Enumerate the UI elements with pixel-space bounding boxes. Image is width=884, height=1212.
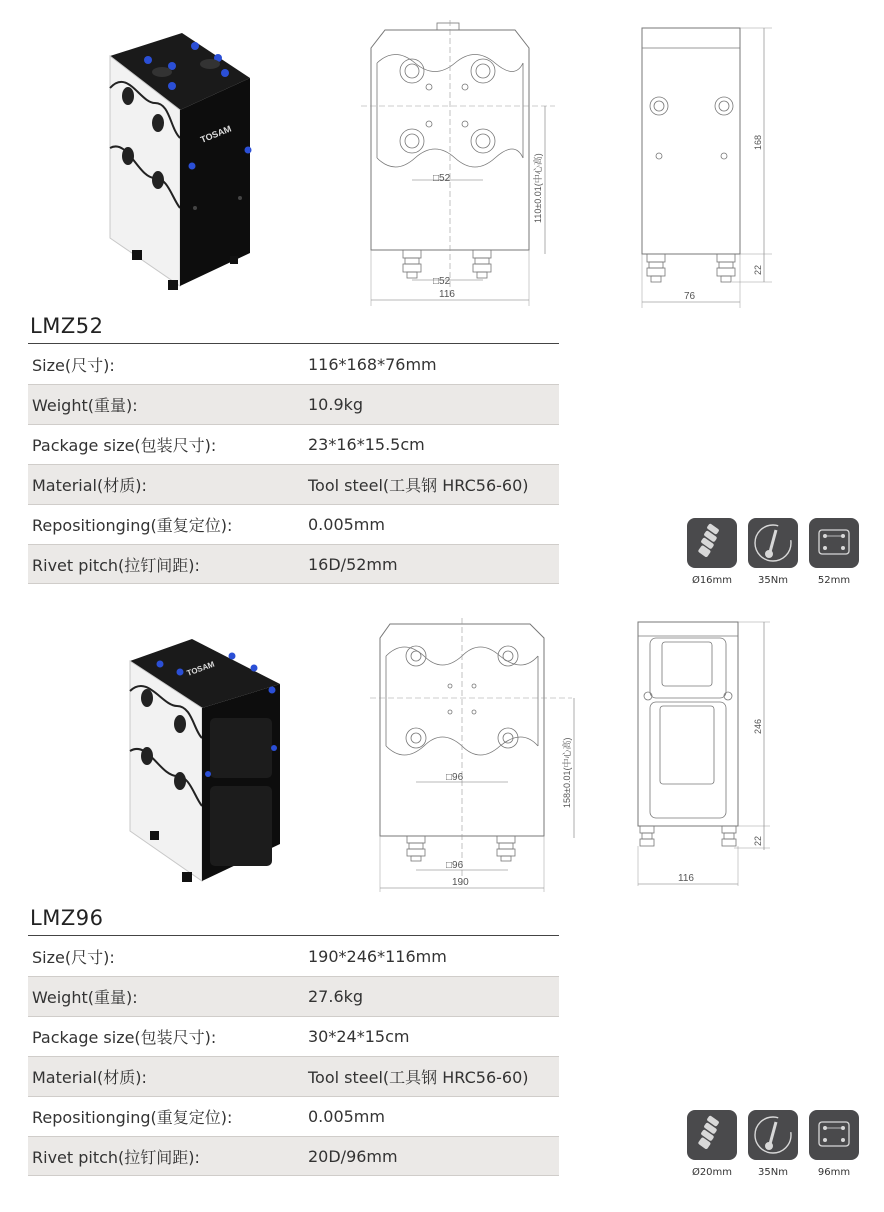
spec-value: 27.6kg [308,987,364,1006]
spec-value: 190*246*116mm [308,946,447,966]
feature-icons-lmz52 [687,518,859,586]
spec-row-material [28,1056,559,1096]
spec-table-lmz96 [28,936,559,1176]
rivet-stud-icon [687,518,737,568]
spec-row-repositioning [28,1096,559,1136]
spec-row-repositioning [28,504,559,544]
dim-stud-height: 22 [753,264,763,275]
spec-row-package [28,424,559,464]
dim-height: 246 [753,718,763,734]
side-drawing-lmz96 [630,616,780,888]
brand-logo: TOSAM [199,123,233,145]
dim-depth: 116 [678,873,694,884]
spec-label: Material(材质): [32,1068,147,1087]
rivet-stud-icon [687,1110,737,1160]
dim-pitch-upper: □52 [433,173,451,184]
spec-row-weight [28,976,559,1016]
spec-value: 20D/96mm [308,1146,398,1166]
model-title-lmz96: LMZ96 [30,906,104,930]
spec-label: Size(尺寸): [32,355,115,375]
spec-label: Repositionging(重复定位): [32,1108,233,1127]
side-drawing-lmz52 [632,20,782,312]
dim-height: 168 [753,134,763,150]
spec-value: 0.005mm [308,515,385,534]
spec-value: 30*24*15cm [308,1027,410,1046]
icon-caption: 35Nm [758,1167,788,1178]
pitch-plate-icon [809,1110,859,1160]
spec-value: 16D/52mm [308,554,398,574]
spec-label: Weight(重量): [32,988,138,1007]
spec-value: 23*16*15.5cm [308,435,425,454]
dim-width: 190 [452,877,469,888]
front-drawing-lmz52 [355,18,565,308]
icon-caption: 52mm [817,575,851,586]
spec-row-weight [28,384,559,424]
spec-table-lmz52 [28,344,559,584]
spec-value: 10.9kg [308,395,364,414]
feature-icons-lmz96 [687,1110,859,1178]
spec-label: Rivet pitch(拉钉间距): [32,555,200,575]
dim-pitch-lower: □52 [433,276,451,287]
spec-row-material [28,464,559,504]
spec-row-size [28,344,559,384]
spec-value: 0.005mm [308,1107,385,1126]
spec-row-rivet-pitch [28,1136,559,1176]
brand-logo: TOSAM [185,659,216,678]
torque-wrench-icon [748,1110,798,1160]
spec-label: Weight(重量): [32,396,138,415]
spec-label: Repositionging(重复定位): [32,516,233,535]
spec-label: Rivet pitch(拉钉间距): [32,1147,200,1167]
dim-pitch-lower: □96 [446,860,464,871]
dim-pitch-upper: □96 [446,772,464,783]
spec-label: Package size(包装尺寸): [32,1028,217,1047]
spec-row-rivet-pitch [28,544,559,584]
spec-value: Tool steel(工具钢 HRC56-60) [308,476,529,495]
spec-value: 116*168*76mm [308,354,437,374]
torque-wrench-icon [748,518,798,568]
front-drawing-lmz96 [362,616,587,894]
dim-center-height: 110±0.01(中心高) [533,153,543,223]
dim-depth: 76 [684,291,696,302]
model-title-lmz52: LMZ52 [30,314,104,338]
spec-label: Material(材质): [32,476,147,495]
product-image-lmz52 [100,28,270,296]
icon-caption: 96mm [817,1167,851,1178]
pitch-plate-icon [809,518,859,568]
spec-row-size [28,936,559,976]
spec-label: Size(尺寸): [32,947,115,967]
dim-center-height: 158±0.01(中心高) [562,737,572,808]
spec-value: Tool steel(工具钢 HRC56-60) [308,1068,529,1087]
icon-caption: Ø20mm [691,1167,733,1178]
spec-label: Package size(包装尺寸): [32,436,217,455]
dim-width: 116 [439,289,455,300]
product-image-lmz96 [122,636,287,884]
icon-caption: Ø16mm [691,575,733,586]
dim-stud-height: 22 [753,835,763,846]
spec-row-package [28,1016,559,1056]
icon-caption: 35Nm [758,575,788,586]
